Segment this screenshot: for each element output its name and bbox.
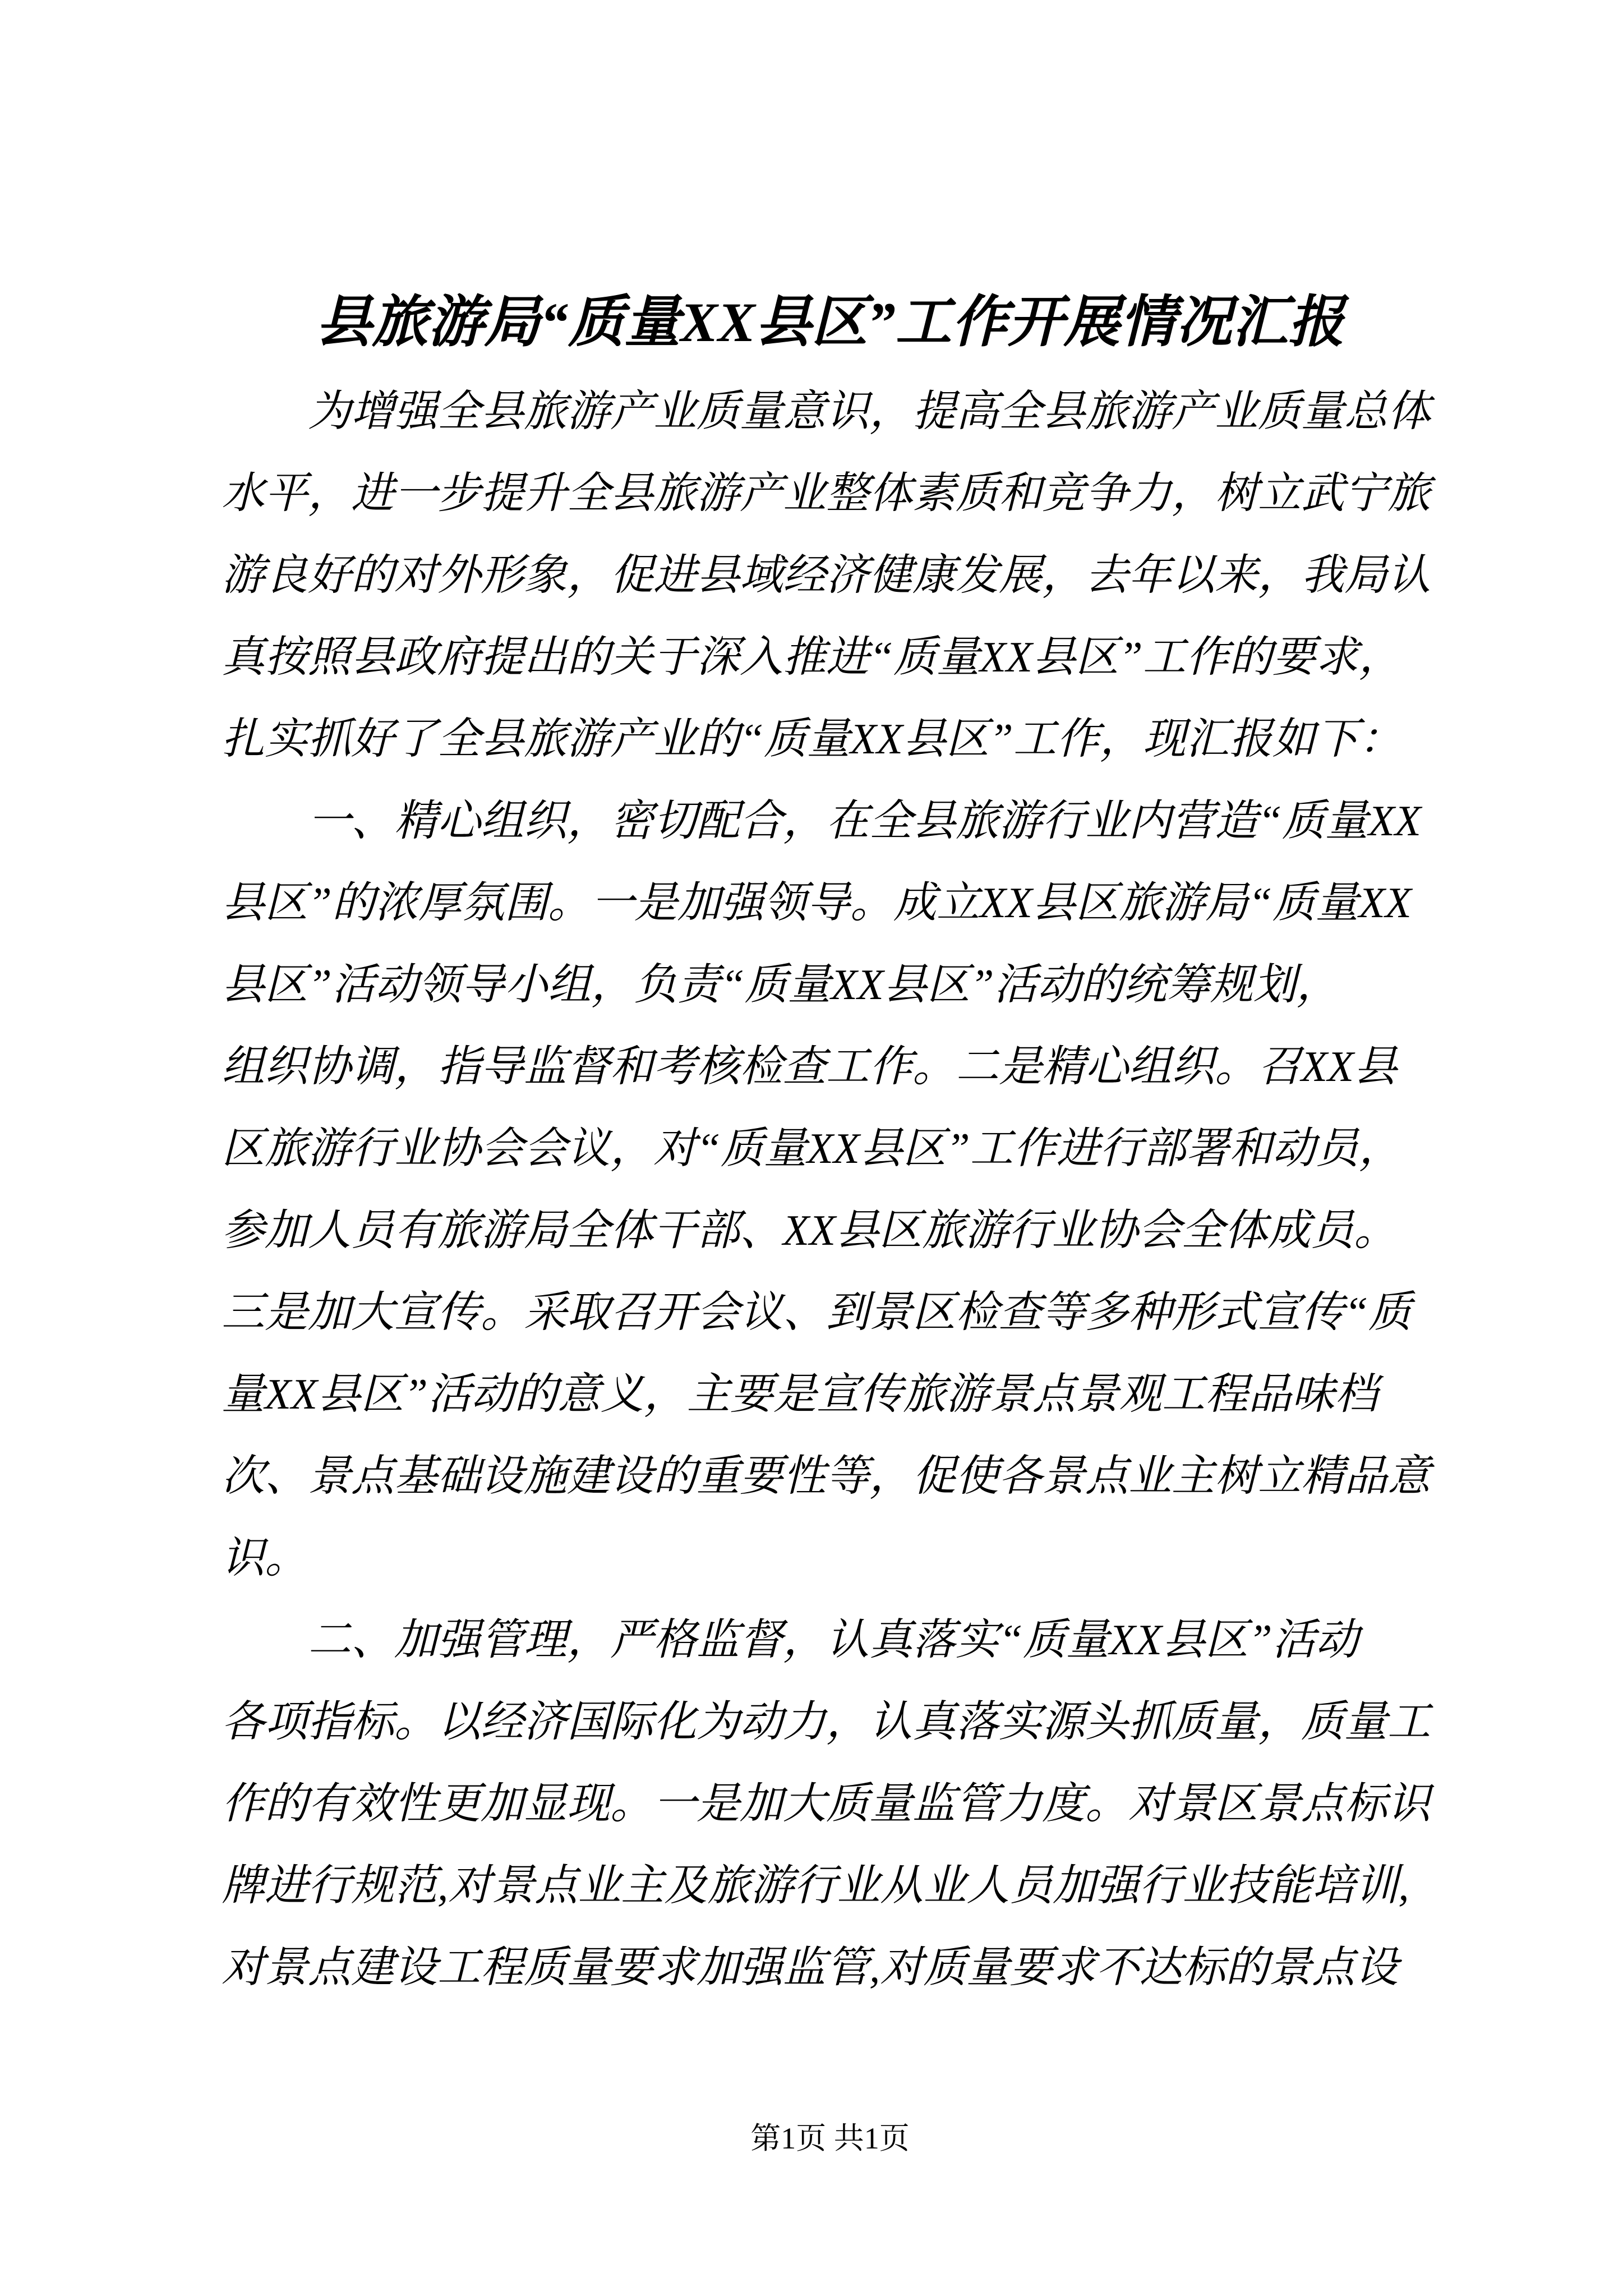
- body-line: 对景点建设工程质量要求加强监管,对质量要求不达标的景点设: [222, 1943, 1399, 1991]
- page-number-label: 第1页 共1页: [750, 2122, 910, 2155]
- body-line: 县区”活动领导小组，负责“质量XX县区”活动的统筹规划，: [222, 960, 1340, 1009]
- body-line: 量XX县区”活动的意义，主要是宣传旅游景点景观工程品味档: [222, 1370, 1378, 1418]
- body-line: 各项指标。以经济国际化为动力，认真落实源头抓质量，质量工: [222, 1697, 1431, 1746]
- body-line: 游良好的对外形象，促进县域经济健康发展，去年以来，我局认: [222, 551, 1431, 599]
- body-line: 次、景点基础设施建设的重要性等，促使各景点业主树立精品意: [222, 1452, 1431, 1500]
- document-title: 县旅游局“质量XX县区”工作开展情况汇报: [316, 291, 1344, 353]
- body-line: 为增强全县旅游产业质量意识，提高全县旅游产业质量总体: [308, 387, 1431, 435]
- body-line: 识。: [222, 1534, 308, 1582]
- body-line: 参加人员有旅游局全体干部、XX县区旅游行业协会全体成员。: [222, 1206, 1398, 1254]
- page-footer: [222, 2122, 1438, 2155]
- body-line: 水平，进一步提升全县旅游产业整体素质和竞争力，树立武宁旅: [222, 469, 1431, 517]
- document-body: [222, 370, 1438, 2008]
- body-line: 真按照县政府提出的关于深入推进“质量XX县区”工作的要求，: [222, 633, 1402, 681]
- body-line: 作的有效性更加显现。一是加大质量监管力度。对景区景点标识: [222, 1779, 1431, 1828]
- body-line: 二、加强管理，严格监督，认真落实“质量XX县区”活动: [308, 1616, 1359, 1664]
- body-line: 三是加大宣传。采取召开会议、到景区检查等多种形式宣传“质: [222, 1288, 1412, 1336]
- body-line: 牌进行规范,对景点业主及旅游行业从业人员加强行业技能培训,: [222, 1861, 1409, 1910]
- body-line: 扎实抓好了全县旅游产业的“质量XX县区”工作，现汇报如下：: [222, 715, 1402, 763]
- body-line: 组织协调，指导监督和考核检查工作。二是精心组织。召XX县: [222, 1042, 1398, 1091]
- body-line: 县区”的浓厚氛围。一是加强领导。成立XX县区旅游局“质量XX: [222, 878, 1412, 927]
- body-line: 区旅游行业协会会议，对“质量XX县区”工作进行部署和动员，: [222, 1124, 1402, 1172]
- body-line: 一、精心组织，密切配合，在全县旅游行业内营造“质量XX: [308, 797, 1421, 845]
